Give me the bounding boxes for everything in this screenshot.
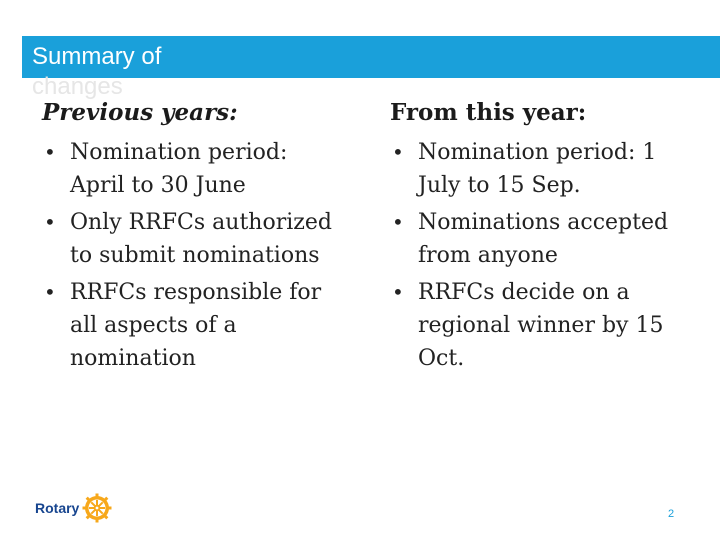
list-item — [42, 206, 342, 272]
bullet-text: Nomination period: April to 30 June — [70, 140, 288, 198]
list-item — [390, 136, 690, 202]
rotary-logo — [35, 492, 112, 524]
bullet-icon: • — [44, 210, 56, 234]
slide-title-line2: changes — [32, 73, 123, 100]
left-heading-text: Previous years — [42, 99, 230, 126]
bullet-text: Nomination period: 1 July to 15 Sep. — [418, 140, 657, 198]
bullet-text: RRFCs decide on a regional winner by 15 Oct. — [418, 280, 664, 371]
list-item — [42, 276, 342, 375]
bullet-icon: • — [392, 210, 404, 234]
bullet-icon: • — [44, 280, 56, 304]
rotary-logo-text: Rotary — [35, 500, 80, 516]
rotary-wheel-icon — [82, 493, 112, 523]
page-number: 2 — [668, 508, 675, 520]
bullet-text: Nominations accepted from anyone — [418, 210, 669, 268]
list-item — [42, 136, 342, 202]
left-column — [42, 98, 342, 379]
list-item — [390, 276, 690, 375]
right-column — [390, 98, 690, 379]
left-bullet-list — [42, 136, 342, 375]
right-heading: From this year: — [390, 99, 587, 126]
slide-title — [32, 42, 232, 102]
list-item — [390, 206, 690, 272]
title-bar — [22, 36, 720, 100]
bullet-text: RRFCs responsible for all aspects of a nomination — [70, 280, 322, 371]
bullet-icon: • — [392, 140, 404, 164]
slide-title-line1: Summary of — [32, 43, 162, 70]
right-bullet-list — [390, 136, 690, 375]
bullet-icon: • — [392, 280, 404, 304]
top-strip — [0, 0, 720, 36]
left-heading-colon: : — [229, 99, 238, 126]
bullet-text: Only RRFCs authorized to submit nominations — [70, 210, 332, 268]
bullet-icon: • — [44, 140, 56, 164]
left-heading — [42, 98, 342, 128]
